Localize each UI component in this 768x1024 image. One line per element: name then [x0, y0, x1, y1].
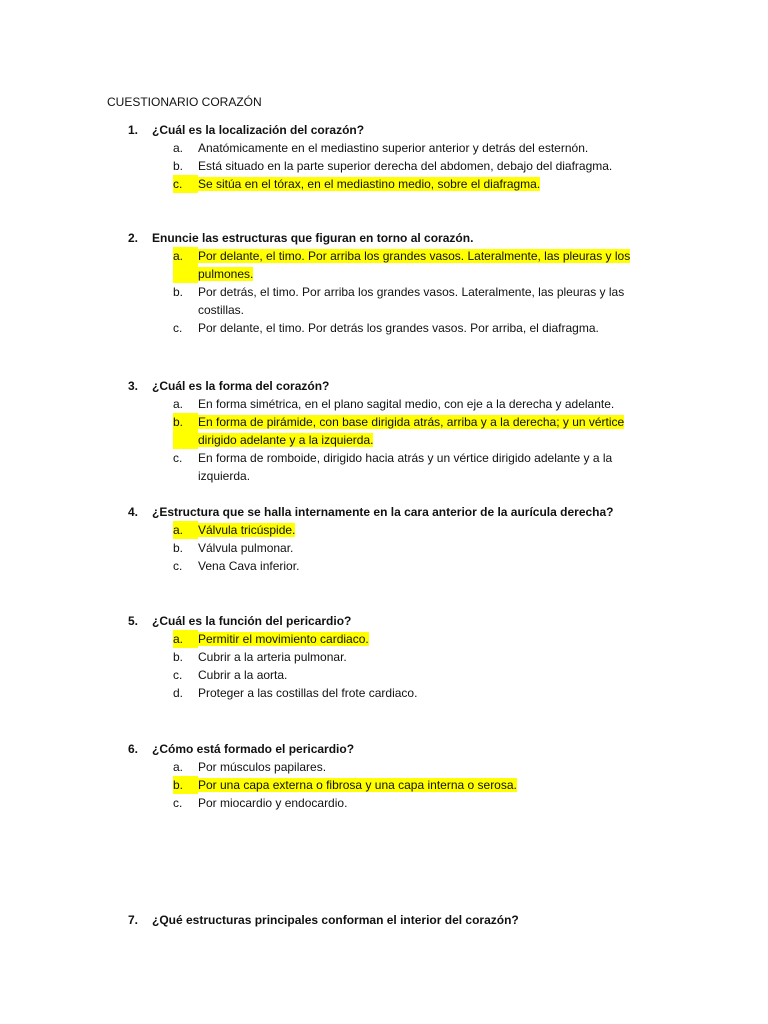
option-item	[173, 666, 648, 684]
question-heading	[128, 612, 648, 630]
question-text: ¿Cuál es la localización del corazón?	[152, 123, 365, 137]
option-text	[198, 139, 648, 157]
option-text	[198, 794, 648, 812]
question-number: 2.	[128, 231, 139, 245]
question-3	[128, 377, 648, 485]
option-letter: c.	[173, 451, 183, 465]
question-heading	[128, 377, 648, 395]
question-heading	[128, 229, 648, 247]
option-text-content: Proteger a las costillas del frote cardiaco.	[198, 686, 418, 700]
question-heading	[128, 503, 648, 521]
question-text: ¿Cuál es la función del pericardio?	[152, 614, 352, 628]
question-number: 7.	[128, 913, 139, 927]
option-text-content: En forma de pirámide, con base dirigida atrás, arriba y a la derecha; y un vértice dirigido adelante y a la izquierda.	[198, 415, 625, 447]
option-list	[173, 247, 648, 337]
option-item	[173, 319, 648, 337]
option-item	[173, 758, 648, 776]
option-letter: c.	[173, 668, 183, 682]
option-item	[173, 395, 648, 413]
option-item	[173, 449, 648, 485]
option-text-content: Válvula pulmonar.	[198, 541, 294, 555]
option-item	[173, 539, 648, 557]
option-letter: b.	[173, 650, 184, 664]
option-text	[198, 283, 648, 319]
option-text-content: Permitir el movimiento cardiaco.	[198, 632, 369, 646]
option-item	[173, 557, 648, 575]
option-text	[198, 395, 648, 413]
option-text	[198, 557, 648, 575]
option-text-highlighted	[198, 630, 648, 648]
question-text: ¿Estructura que se halla internamente en la cara anterior de la aurícula derecha?	[152, 505, 614, 519]
option-text-highlighted	[198, 521, 648, 539]
question-heading	[128, 740, 648, 758]
question-7	[128, 911, 648, 929]
option-text	[198, 666, 648, 684]
option-text-content: Cubrir a la arteria pulmonar.	[198, 650, 347, 664]
question-text: ¿Cómo está formado el pericardio?	[152, 742, 355, 756]
question-heading	[128, 911, 648, 929]
option-letter: a.	[173, 760, 184, 774]
question-text: Enuncie las estructuras que figuran en torno al corazón.	[152, 231, 474, 245]
option-letter: b.	[173, 541, 184, 555]
option-item	[173, 794, 648, 812]
option-text-content: Por delante, el timo. Por arriba los grandes vasos. Lateralmente, las pleuras y los pulmones.	[198, 249, 631, 281]
option-list	[173, 521, 648, 575]
option-letter: c.	[173, 175, 198, 193]
option-list	[173, 139, 648, 193]
option-text-content: Por una capa externa o fibrosa y una capa interna o serosa.	[198, 778, 517, 792]
option-text	[198, 157, 648, 175]
option-item	[173, 413, 648, 449]
option-text	[198, 684, 648, 702]
option-letter: b.	[173, 285, 184, 299]
question-2	[128, 229, 648, 337]
option-letter: d.	[173, 686, 184, 700]
option-text-content: En forma simétrica, en el plano sagital medio, con eje a la derecha y adelante.	[198, 397, 615, 411]
question-number: 5.	[128, 614, 139, 628]
option-letter: a.	[173, 630, 198, 648]
option-item	[173, 139, 648, 157]
option-text	[198, 319, 648, 337]
option-item	[173, 175, 648, 193]
option-letter: b.	[173, 159, 184, 173]
option-text-content: Por miocardio y endocardio.	[198, 796, 348, 810]
option-text-highlighted	[198, 247, 648, 283]
option-text-content: Cubrir a la aorta.	[198, 668, 288, 682]
option-text-content: Válvula tricúspide.	[198, 523, 296, 537]
option-letter: c.	[173, 559, 183, 573]
question-number: 6.	[128, 742, 139, 756]
option-text-content: Anatómicamente en el mediastino superior anterior y detrás del esternón.	[198, 141, 589, 155]
option-item	[173, 776, 648, 794]
question-number: 1.	[128, 123, 139, 137]
option-letter: a.	[173, 141, 184, 155]
question-text: ¿Qué estructuras principales conforman el interior del corazón?	[152, 913, 519, 927]
option-letter: b.	[173, 413, 198, 449]
option-list	[173, 630, 648, 702]
option-letter: a.	[173, 521, 198, 539]
option-item	[173, 648, 648, 666]
question-text: ¿Cuál es la forma del corazón?	[152, 379, 330, 393]
option-item	[173, 283, 648, 319]
option-text-content: Por músculos papilares.	[198, 760, 327, 774]
option-letter: c.	[173, 796, 183, 810]
question-4	[128, 503, 648, 575]
question-5	[128, 612, 648, 702]
option-item	[173, 630, 648, 648]
option-text	[198, 648, 648, 666]
question-1	[128, 121, 648, 193]
question-heading	[128, 121, 648, 139]
option-text-content: En forma de romboide, dirigido hacia atrás y un vértice dirigido adelante y a la izquierda.	[198, 451, 613, 483]
option-text-highlighted	[198, 413, 648, 449]
option-item	[173, 684, 648, 702]
option-text-content: Vena Cava inferior.	[198, 559, 300, 573]
option-letter: a.	[173, 397, 184, 411]
option-text	[198, 449, 648, 485]
document-title: CUESTIONARIO CORAZÓN	[107, 95, 262, 109]
option-text	[198, 758, 648, 776]
option-letter: a.	[173, 247, 198, 283]
option-item	[173, 521, 648, 539]
question-number: 4.	[128, 505, 139, 519]
option-letter: b.	[173, 776, 198, 794]
option-list	[173, 758, 648, 812]
option-item	[173, 157, 648, 175]
option-text-highlighted	[198, 776, 648, 794]
option-text-content: Por delante, el timo. Por detrás los grandes vasos. Por arriba, el diafragma.	[198, 321, 599, 335]
option-letter: c.	[173, 321, 183, 335]
option-text	[198, 539, 648, 557]
option-text-content: Está situado en la parte superior derecha del abdomen, debajo del diafragma.	[198, 159, 613, 173]
question-6	[128, 740, 648, 812]
option-text-content: Por detrás, el timo. Por arriba los grandes vasos. Lateralmente, las pleuras y las costillas.	[198, 285, 625, 317]
option-text-highlighted	[198, 175, 648, 193]
option-text-content: Se sitúa en el tórax, en el mediastino medio, sobre el diafragma.	[198, 177, 541, 191]
option-item	[173, 247, 648, 283]
option-list	[173, 395, 648, 485]
question-number: 3.	[128, 379, 139, 393]
